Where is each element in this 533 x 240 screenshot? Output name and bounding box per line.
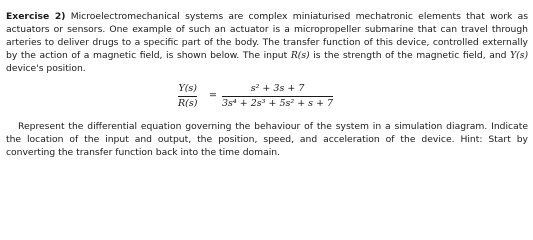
lhs-denominator-text: R(s) (178, 98, 198, 109)
exercise-label: Exercise 2) (6, 11, 66, 22)
intro-mid-text: is the strength of the magnetic field, and (313, 50, 507, 61)
rhs-fraction (222, 83, 333, 110)
lhs-numerator-text: Y(s) (178, 83, 197, 94)
equals-sign: = (209, 90, 217, 101)
output-symbol: Y(s) (510, 50, 529, 61)
rhs-numerator-text: s² + 3s + 7 (250, 83, 305, 94)
exercise-document (6, 10, 528, 159)
lhs-fraction-bar (178, 96, 197, 97)
intro-paragraph (6, 10, 528, 75)
task-paragraph: Represent the differential equation governing the behaviour of the system in a simulation diagram. Indicate the location of the input and output, the position, speed, and acceleration of the device. Hint: Start by converting the transfer function back into the time domain. (6, 121, 528, 158)
intro-text: Microelectromechanical systems are complex miniaturised mechatronic elements that work as actuators or sensors. One example of such an actuator is a micropropeller submarine that can travel through arteries to deliver drugs to a specific part of the body. The transfer function of this device, controlled externally by the action of a magnetic field, is shown below. The input (6, 11, 528, 61)
lhs-denominator (178, 98, 197, 110)
rhs-fraction-bar (222, 96, 333, 97)
rhs-denominator-text: 3s⁴ + 2s³ + 5s² + s + 7 (222, 98, 334, 109)
rhs-numerator (251, 83, 305, 95)
lhs-numerator (178, 83, 197, 95)
rhs-denominator (222, 98, 333, 110)
lhs-fraction (178, 83, 197, 110)
intro-end-text: device's position. (6, 63, 86, 74)
input-symbol: R(s) (290, 50, 310, 61)
transfer-function-equation (6, 83, 528, 117)
